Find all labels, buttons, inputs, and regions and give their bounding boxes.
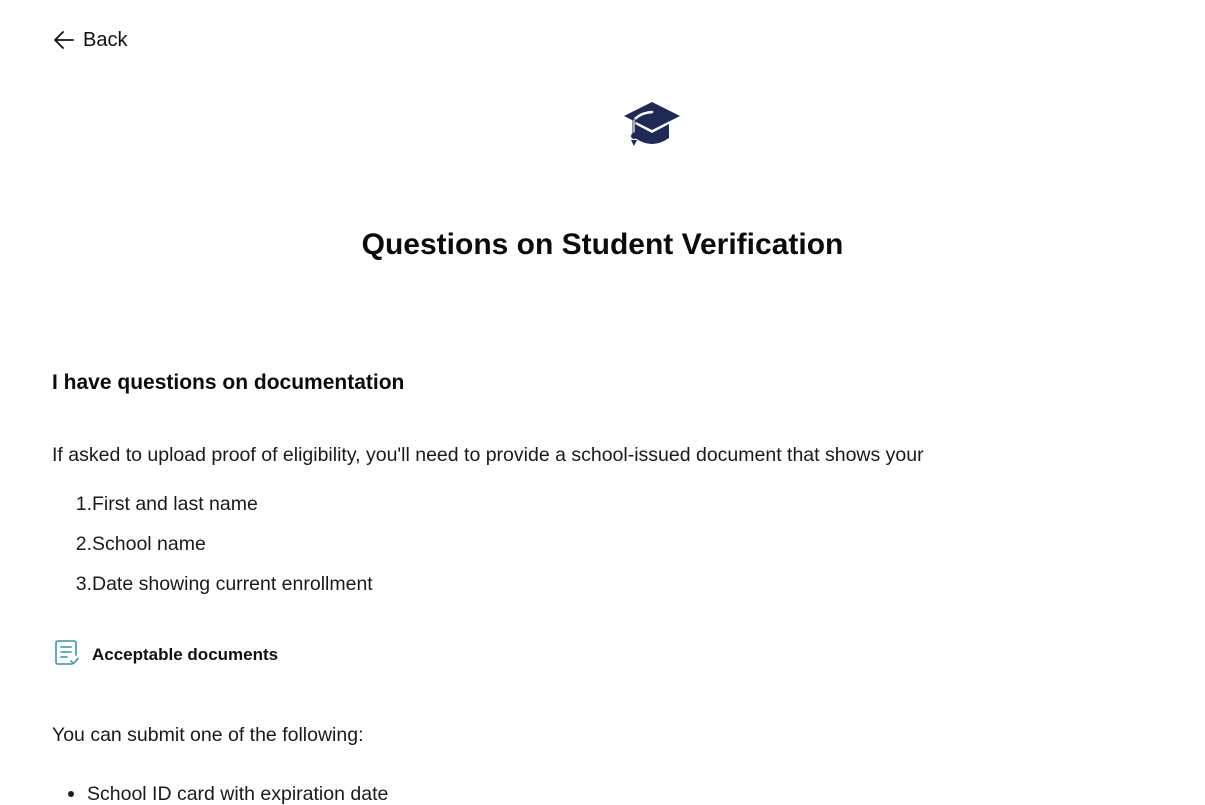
list-item: [52, 530, 373, 570]
graduation-cap-icon: [622, 100, 682, 152]
back-link-label: Back: [83, 28, 128, 51]
list-text: First and last name: [92, 493, 258, 515]
back-link[interactable]: [52, 27, 127, 53]
submit-instructions: You can submit one of the following:: [52, 724, 364, 746]
document-check-icon: [52, 638, 82, 673]
list-number: 2.: [75, 533, 92, 555]
list-item: [52, 570, 373, 610]
list-number: 3.: [75, 573, 92, 595]
list-item: [52, 490, 373, 530]
acceptable-documents-label: Acceptable documents: [92, 645, 279, 664]
list-text: School name: [92, 533, 206, 555]
arrow-left-icon: [52, 28, 76, 52]
list-number: 1.: [75, 493, 92, 515]
list-text: Date showing current enrollment: [92, 573, 373, 595]
list-text: School ID card with expiration date: [87, 783, 389, 805]
page-title: Questions on Student Verification: [361, 228, 844, 261]
documents-list: [52, 780, 388, 805]
list-item: [52, 780, 388, 805]
acceptable-documents-header: [52, 640, 278, 670]
requirements-list: [52, 490, 373, 610]
section-heading: I have questions on documentation: [52, 371, 405, 394]
bullet-icon: [68, 791, 74, 797]
documentation-intro: If asked to upload proof of eligibility, you'll need to provide a school-issued document that shows your: [52, 444, 924, 466]
